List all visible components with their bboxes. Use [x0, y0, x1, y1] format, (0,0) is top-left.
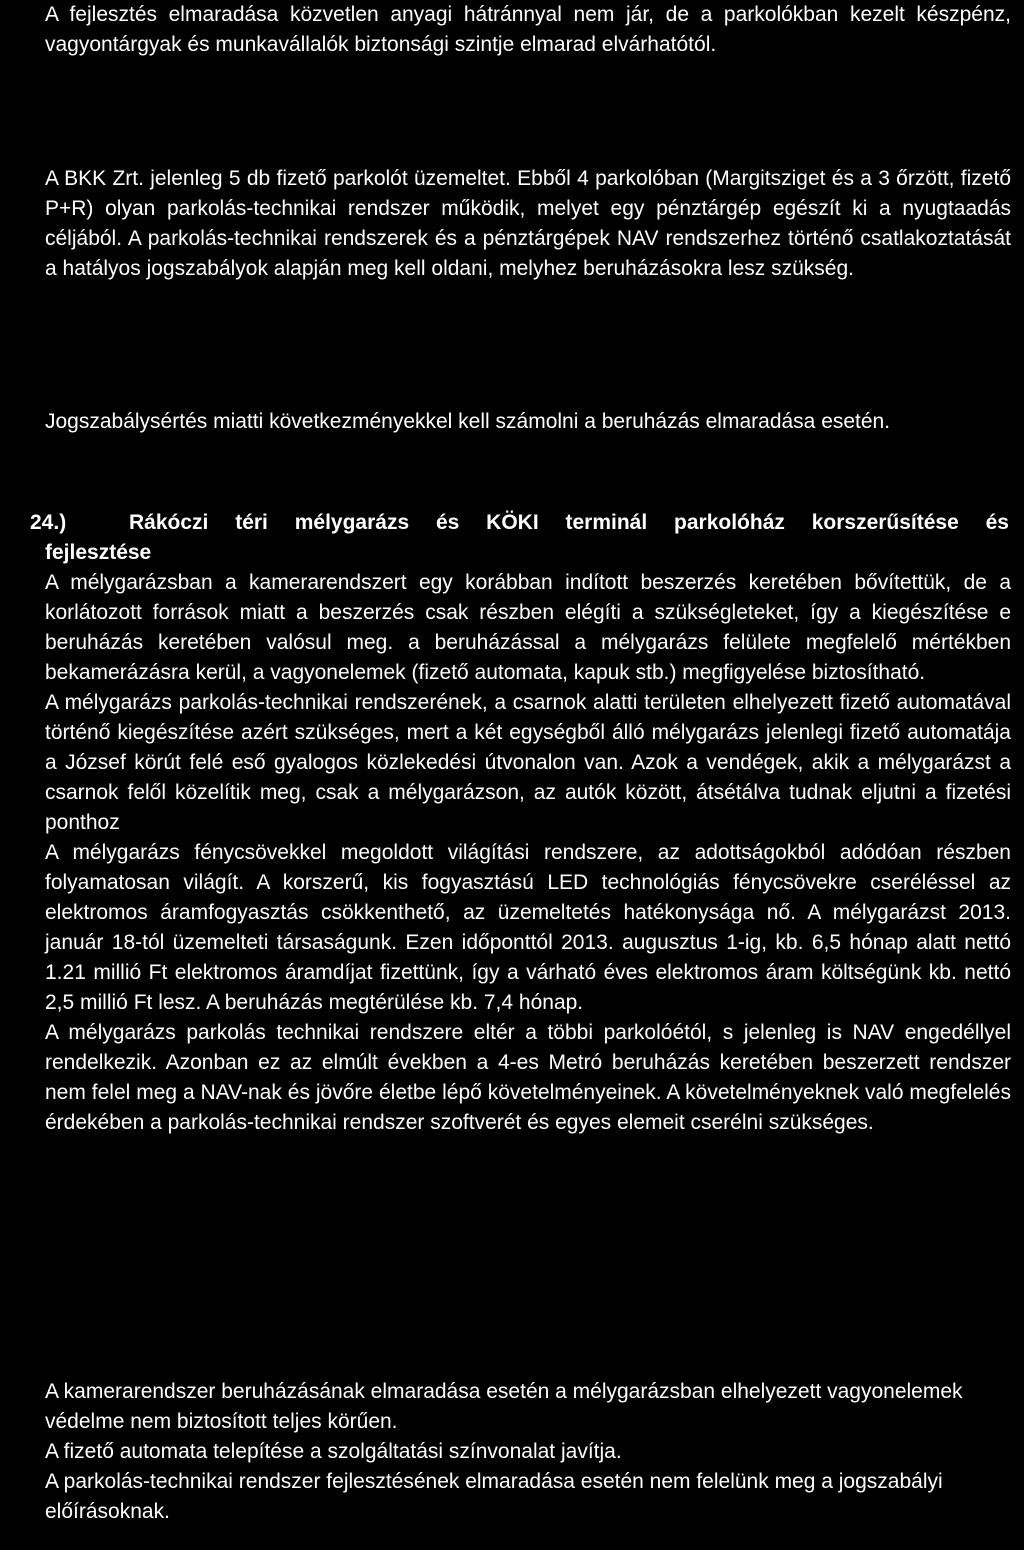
conclusions-block: [45, 1377, 1011, 1527]
section-paragraph-camera: A mélygarázsban a kamerarendszert egy korábban indított beszerzés keretében bővítettük, de a korlátozott források miatt a beszerzés csak részben elégíti a szükségleteket, így a kiegészítése e beruházás keretében valósul meg. a beruházással a mélygarázs felülete megfelelő mértékben bekamerázásra kerül, a vagyonelemek (fizető automata, kapuk stb.) megfigyelése biztosítható.: [45, 571, 1011, 684]
conclusion-legal: A parkolás-technikai rendszer fejlesztésének elmaradása esetén nem felelünk meg a jogszabályi előírásoknak.: [45, 1470, 943, 1523]
paragraph-development-risk: [45, 0, 1011, 60]
conclusion-payment-machine: A fizető automata telepítése a szolgáltatási színvonalat javítja.: [45, 1440, 622, 1463]
paragraph-text: A fejlesztés elmaradása közvetlen anyagi hátránnyal nem jár, de a parkolókban kezelt készpénz, vagyontárgyak és munkavállalók biztonsági szintje elmarad elvárhatótól.: [45, 3, 1011, 56]
section-paragraph-lighting: A mélygarázs fénycsövekkel megoldott világítási rendszere, az adottságokból adódóan részben folyamatosan világít. A korszerű, kis fogyasztású LED technológiás fénycsövekre cseréléssel az elektromos áramfogyasztás csökkenthető, az üzemeltetés hatékonysága nő. A mélygarázst 2013. január 18-tól üzemelteti társaságunk. Ezen időponttól 2013. augusztus 1-ig, kb. 6,5 hónap alatt nettó 1.21 millió Ft elektromos áramdíjat fizettünk, így a várható éves elektromos áram költségünk kb. nettó 2,5 millió Ft lesz. A beruházás megtérülése kb. 7,4 hónap.: [45, 841, 1011, 1014]
section-title-line1: Rákóczi téri mélygarázs és KÖKI terminál parkolóház korszerűsítése és: [129, 511, 1009, 534]
paragraph-legal-consequences: [45, 407, 1011, 437]
section-paragraph-nav-system: A mélygarázs parkolás technikai rendszere eltér a többi parkolóétól, s jelenleg is NAV engedéllyel rendelkezik. Azonban ez az elmúlt években a 4-es Metró beruházás keretében beszerzett rendszer nem felel meg a NAV-nak és jövőre életbe lépő követelményeinek. A követelményeknek való megfelelés érdekében a parkolás-technikai rendszer szoftverét és egyes elemeit cserélni szükséges.: [45, 1021, 1011, 1134]
section-paragraph-payment-machine: A mélygarázs parkolás-technikai rendszerének, a csarnok alatti területen elhelyezett fizető automatával történő kiegészítése azért szükséges, mert a két egységből álló mélygarázs jelenlegi fizető automatája a József körút felé eső gyalogos közlekedési útvonalon van. Azok a vendégek, akik a mélygarázst a csarnok felől közelítik meg, csak a mélygarázson, az autók között, átsétálva tudnak eljutni a fizetési ponthoz: [45, 691, 1011, 834]
section-24-body: [45, 568, 1011, 1138]
conclusion-camera: A kamerarendszer beruházásának elmaradása esetén a mélygarázsban elhelyezett vagyonelemek védelme nem biztosított teljes körűen.: [45, 1380, 963, 1433]
paragraph-parking-operations: [45, 164, 1011, 284]
section-number: 24.): [30, 511, 67, 534]
paragraph-text: Jogszabálysértés miatti következményekkel kell számolni a beruházás elmaradása esetén.: [45, 410, 891, 433]
section-heading-24: [30, 508, 1011, 568]
paragraph-text: A BKK Zrt. jelenleg 5 db fizető parkolót üzemeltet. Ebből 4 parkolóban (Margitsziget és a 3 őrzött, fizető P+R) olyan parkolás-technikai rendszer működik, melyet egy pénztárgép egészít ki a nyugtaadás céljából. A parkolás-technikai rendszerek és a pénztárgépek NAV rendszerhez történő csatlakoztatását a hatályos jogszabályok alapján meg kell oldani, melyhez beruházásokra lesz szükség.: [45, 167, 1011, 280]
section-title-line2: fejlesztése: [45, 541, 152, 564]
